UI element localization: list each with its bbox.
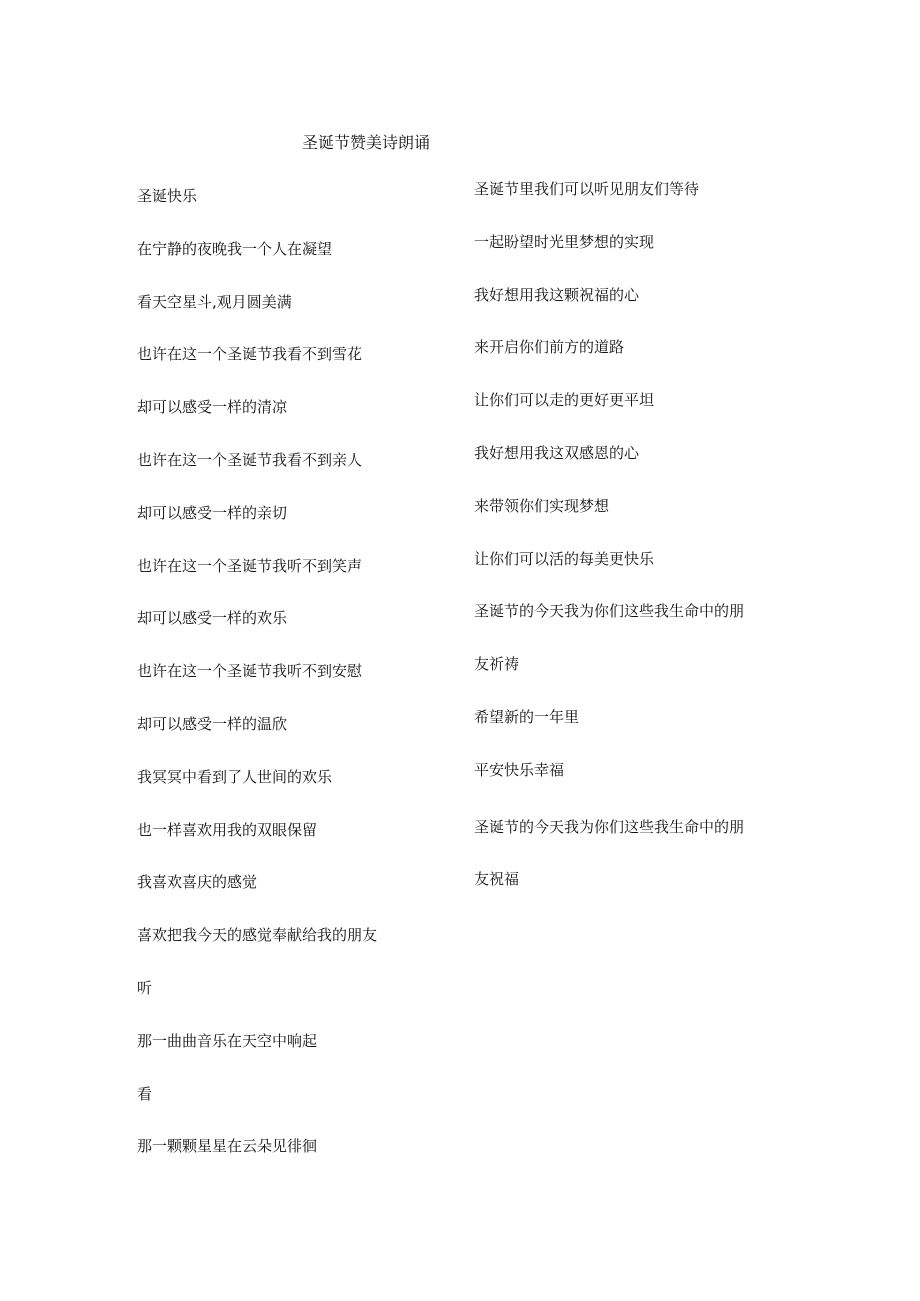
poem-line: 一起盼望时光里梦想的实现: [474, 232, 655, 251]
poem-line: 平安快乐幸福: [474, 760, 565, 779]
poem-line: 也许在这一个圣诞节我看不到雪花: [137, 345, 363, 364]
poem-line: 听: [137, 978, 153, 997]
poem-line: 那一曲曲音乐在天空中响起: [137, 1031, 318, 1050]
poem-line: 我冥冥中看到了人世间的欢乐: [137, 767, 333, 786]
poem-line: 却可以感受一样的温欣: [137, 714, 288, 733]
poem-line: 来带领你们实现梦想: [474, 496, 610, 515]
poem-line: 希望新的一年里: [474, 707, 580, 726]
poem-title: 圣诞节赞美诗朗诵: [302, 133, 431, 152]
poem-line: 也许在这一个圣诞节我听不到笑声: [137, 556, 363, 575]
poem-line: 来开启你们前方的道路: [474, 338, 625, 357]
poem-line: 让你们可以活的每美更快乐: [474, 549, 655, 568]
poem-line: 让你们可以走的更好更平坦: [474, 391, 655, 410]
poem-line: 喜欢把我今天的感觉奉献给我的朋友: [137, 926, 378, 945]
poem-line: 也许在这一个圣诞节我听不到安慰: [137, 662, 363, 681]
poem-line: 圣诞节的今天我为你们这些我生命中的朋: [474, 817, 745, 836]
poem-line: 也许在这一个圣诞节我看不到亲人: [137, 450, 363, 469]
poem-line: 友祝福: [474, 870, 520, 889]
poem-line: 也一样喜欢用我的双眼保留: [137, 820, 318, 839]
poem-line: 却可以感受一样的亲切: [137, 503, 288, 522]
poem-line: 看天空星斗,观月圆美满: [137, 292, 292, 311]
poem-line: 那一颗颗星星在云朵见徘徊: [137, 1137, 318, 1156]
left-column: [137, 185, 377, 1188]
poem-line: 在宁静的夜晚我一个人在凝望: [137, 239, 333, 258]
right-column: [474, 178, 744, 921]
poem-line: 我好想用我这双感恩的心: [474, 443, 640, 462]
poem-line: 友祈祷: [474, 655, 520, 674]
poem-line: 却可以感受一样的欢乐: [137, 609, 288, 628]
poem-line: 圣诞节的今天我为你们这些我生命中的朋: [474, 602, 745, 621]
poem-line: 我好想用我这颗祝福的心: [474, 285, 640, 304]
poem-line: 我喜欢喜庆的感觉: [137, 873, 258, 892]
poem-line: 圣诞快乐: [137, 187, 198, 205]
poem-line: 圣诞节里我们可以听见朋友们等待: [474, 180, 700, 198]
poem-line: 看: [137, 1084, 153, 1103]
poem-line: 却可以感受一样的清凉: [137, 398, 288, 417]
